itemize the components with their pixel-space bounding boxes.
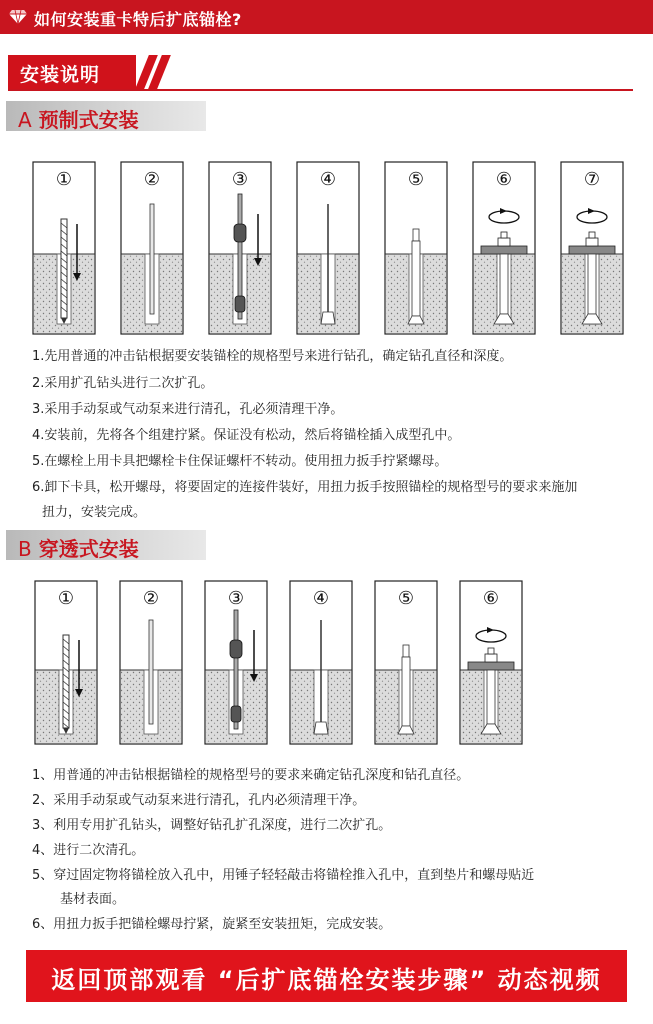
step-a-5: 5.在螺栓上用卡具把螺栓卡住保证螺杆不转动。使用扭力扳手拧紧螺母。 (32, 454, 448, 469)
section-b-heading (6, 530, 206, 560)
section-a-letter: A (18, 108, 32, 132)
section-tab (8, 55, 136, 89)
step-a-6-cont: 扭力，安装完成。 (42, 505, 147, 520)
section-b-title: 穿透式安装 (38, 537, 139, 561)
section-b-step-3-panel (205, 581, 267, 744)
section-a-step-1-number: ① (55, 169, 73, 190)
section-b-step-1-panel (35, 581, 97, 744)
section-a-step-3-number: ③ (231, 169, 249, 190)
section-b-letter: B (18, 537, 32, 561)
section-b-step-1-number: ① (57, 588, 75, 609)
diamond-icon (8, 9, 28, 25)
step-b-6: 6、用扭力扳手把锚栓螺母拧紧，旋紧至安装扭矩，完成安装。 (32, 917, 392, 932)
header-bar (0, 0, 653, 34)
section-a-step-2-number: ② (143, 169, 161, 190)
step-b-2: 2、采用手动泵或气动泵来进行清孔，孔内必须清理干净。 (32, 793, 366, 808)
section-a-step-6-number: ⑥ (495, 169, 513, 190)
section-b-step-6-panel (460, 581, 522, 744)
step-a-4: 4.安装前，先将各个组建拧紧。保证没有松动，然后将锚栓插入成型孔中。 (32, 428, 461, 443)
step-b-3: 3、利用专用扩孔钻头，调整好钻孔扩孔深度，进行二次扩孔。 (32, 818, 392, 833)
step-b-4: 4、进行二次清孔。 (32, 843, 145, 858)
section-a-step-2-panel (121, 162, 183, 334)
back-to-top-banner[interactable] (26, 950, 627, 1002)
section-a-step-7-number: ⑦ (583, 169, 601, 190)
divider (8, 89, 633, 91)
step-a-6: 6.卸下卡具，松开螺母，将要固定的连接件装好，用扭力扳手按照锚栓的规格型号的要求来施加 (32, 480, 578, 495)
section-a-step-6-panel (473, 162, 535, 334)
section-b-diagram (0, 575, 653, 750)
banner-text: 返回顶部观看 “后扩底锚栓安装步骤” 动态视频 (51, 966, 602, 994)
page-title: 如何安装重卡特后扩底锚栓? (34, 10, 242, 29)
step-a-1: 1.先用普通的冲击钻根据要安装锚栓的规格型号来进行钻孔，确定钻孔直径和深度。 (32, 349, 513, 364)
section-b-step-5-panel (375, 581, 437, 744)
section-a-step-7-panel (561, 162, 623, 334)
section-b-step-2-panel (120, 581, 182, 744)
section-b-step-6-number: ⑥ (482, 588, 500, 609)
section-b-step-2-number: ② (142, 588, 160, 609)
step-b-5-cont: 基材表面。 (60, 892, 126, 907)
step-a-2: 2.采用扩孔钻头进行二次扩孔。 (32, 376, 214, 391)
section-a-step-1-panel (33, 162, 95, 334)
section-a-step-4-number: ④ (319, 169, 337, 190)
section-a-title: 预制式安装 (38, 108, 139, 132)
step-b-5: 5、穿过固定物将锚栓放入孔中，用锤子轻轻敲击将锚栓推入孔中，直到垫片和螺母贴近 (32, 868, 535, 883)
section-a-step-4-panel (297, 162, 359, 334)
section-b-step-5-number: ⑤ (397, 588, 415, 609)
section-b-step-3-number: ③ (227, 588, 245, 609)
step-b-1: 1、用普通的冲击钻根据锚栓的规格型号的要求来确定钻孔深度和钻孔直径。 (32, 768, 470, 783)
section-a-diagram (0, 150, 653, 345)
step-a-3: 3.采用手动泵或气动泵来进行清孔，孔必须清理干净。 (32, 402, 344, 417)
section-tab-label: 安装说明 (20, 64, 101, 86)
section-b-step-4-panel (290, 581, 352, 744)
section-b-step-4-number: ④ (312, 588, 330, 609)
section-a-heading (6, 101, 206, 131)
section-a-step-3-panel (209, 162, 271, 334)
section-a-step-5-panel (385, 162, 447, 334)
section-a-step-5-number: ⑤ (407, 169, 425, 190)
